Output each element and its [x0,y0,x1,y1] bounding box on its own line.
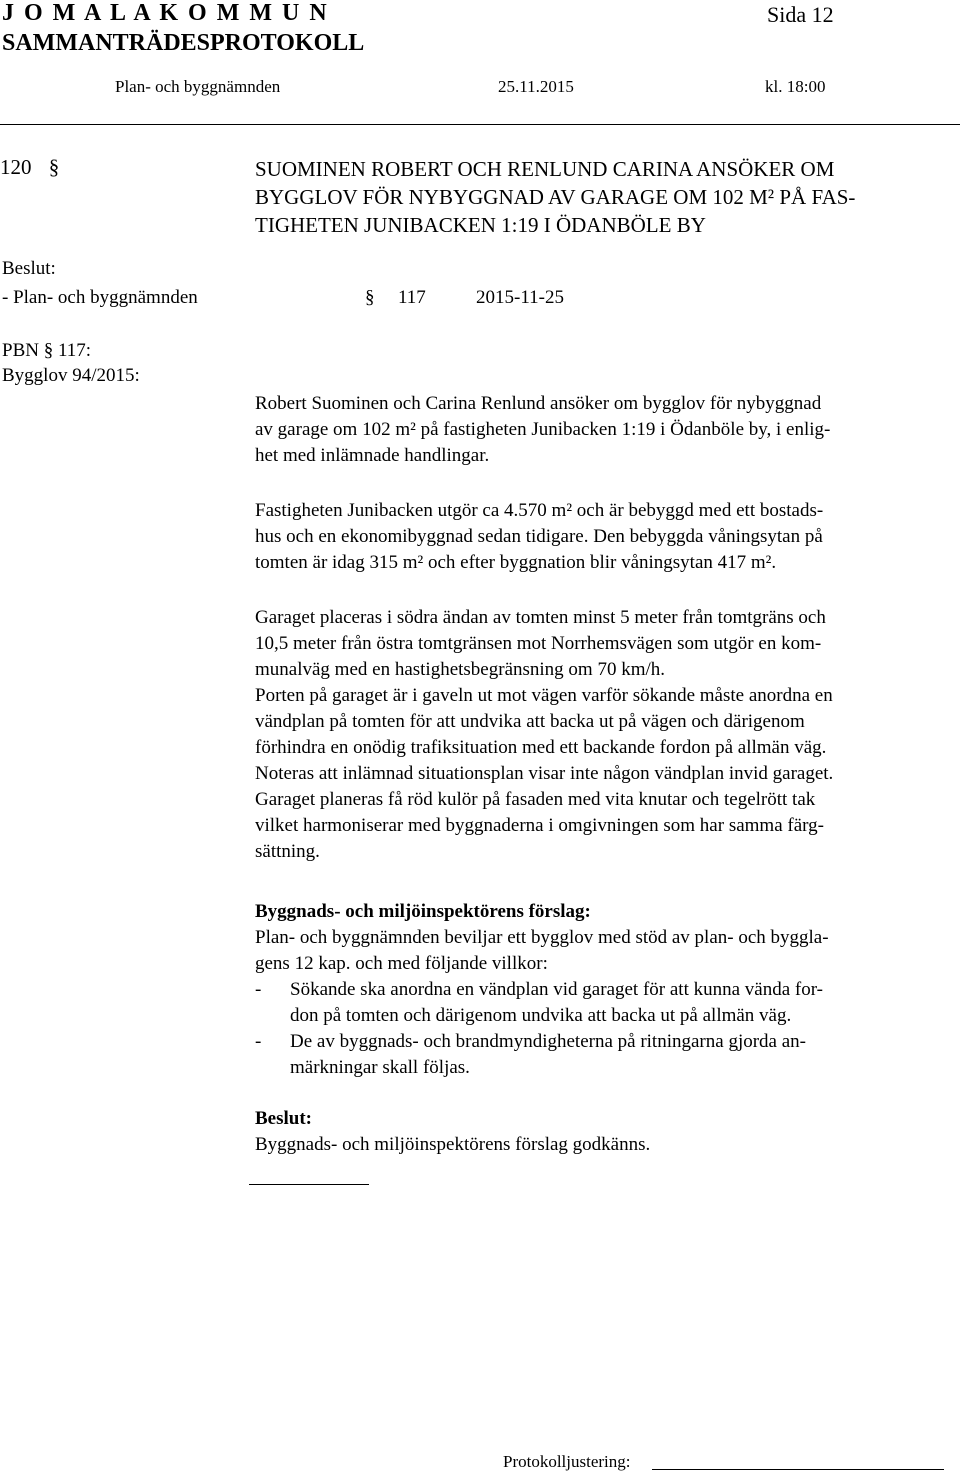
decision-label: Beslut: [2,258,56,279]
paragraph-placement: Garaget placeras i södra ändan av tomten minst 5 meter från tomtgräns och 10,5 meter från östra tomtgränsen mot Norrhemsvägen som utgör en kom- munalväg med en hastighetsbegränsning om 70 km/h. Porten på garaget är i gaveln ut mot vägen varför sökande måste anordna en vändplan på tomten för att undvika att backa ut på vägen och därigenom förhindra en onödig trafiksituation med ett backande fordon på allmän väg. Noteras att inlämnad situationsplan visar inte någon vändplan invid garaget. Garaget planeras få röd kulör på fasaden med vita knutar och tegelrött tak vilket harmoniserar med byggnaderna i omgivningen som har samma färg- sättning. [255,607,834,862]
separator-line [249,1184,369,1185]
proposal-heading: Byggnads- och miljöinspektörens förslag: [255,901,591,922]
section-sign-icon: § [365,287,375,308]
item-title: SUOMINEN ROBERT OCH RENLUND CARINA ANSÖKER OM BYGGLOV FÖR NYBYGGNAD AV GARAGE OM 102 M² PÅ FAS- TIGHETEN JUNIBACKEN 1:19 I ÖDANBÖLE BY [255,157,856,237]
final-decision-heading: Beslut: [255,1108,312,1129]
condition-item: - De av byggnads- och brandmyndigheterna på ritningarna gjorda an- märkningar skall följas. [255,1031,806,1078]
decision-body: - Plan- och byggnämnden [2,287,198,308]
pbn-reference: PBN § 117: [2,340,92,361]
section-sign-icon: § [48,155,60,179]
final-decision [255,1106,955,1158]
paragraph-application: Robert Suominen och Carina Renlund ansöker om bygglov för nybyggnad av garage om 102 m² på fastigheten Junibacken 1:19 i Ödanböle by, i enlig- het med inlämnade handlingar. [255,393,831,466]
protocol-check-label: Protokolljustering: [503,1452,631,1471]
decision-date: 2015-11-25 [476,287,564,308]
page-number: Sida 12 [767,2,834,27]
decision-number: 117 [398,287,426,308]
final-decision-text: Byggnads- och miljöinspektörens förslag godkänns. [255,1134,651,1155]
committee-name: Plan- och byggnämnden [115,77,281,96]
proposal-section: Byggnads- och miljöinspektörens förslag: Plan- och byggnämnden beviljar ett bygglov med stöd av plan- och byggla- gens 12 kap. och med följande villkor: - Sökande ska anordna en vändplan vid garaget för att kunna vända for- don på tomten och därigenom undvika att backa ut på allmän väg. - De av byggnads- och brandmyndigheterna på ritningarna gjorda an- märkningar skall följas. [255,899,955,1081]
condition-item: - Sökande ska anordna en vändplan vid garaget för att kunna vända for- don på tomten och därigenom undvika att backa ut på allmän väg. [255,979,824,1026]
signature-line [652,1469,944,1470]
municipality-title: J O M A L A K O M M U N [2,0,329,26]
header-divider [0,124,960,125]
document-type: SAMMANTRÄDESPROTOKOLL [2,30,365,56]
meeting-time: kl. 18:00 [765,77,826,96]
bygglov-reference: Bygglov 94/2015: [2,365,140,386]
paragraph-property: Fastigheten Junibacken utgör ca 4.570 m² och är bebyggd med ett bostads- hus och en ekonomibyggnad sedan tidigare. Den bebyggda våningsytan på tomten är idag 315 m² och efter byggnation blir våningsytan 417 m². [255,500,824,573]
meeting-date: 25.11.2015 [498,77,574,96]
item-number: 120 § [0,155,60,179]
